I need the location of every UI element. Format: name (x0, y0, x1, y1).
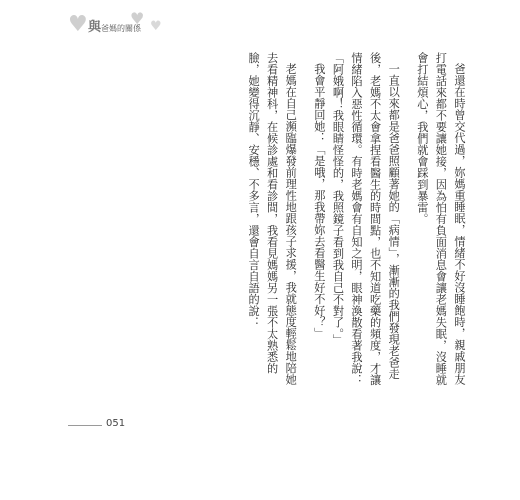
footer-rule (68, 425, 102, 426)
running-title (88, 16, 141, 35)
quote-paragraph: 「阿娥啊！我眼睛怪怪的，我照鏡子看到我自己不對了。」 (331, 52, 345, 346)
heart-icon: ♥ (68, 12, 88, 37)
paragraph: 爸還在時曾交代過，妳媽重睡眠，情緒不好沒睡飽時，親戚朋友打電話來都不要讓她接，因為怕有負面消息會讓老媽失眠，沒睡就會打結煩心，我們就會踩到暴雷。 (415, 52, 466, 386)
running-title-text: 爸媽的關係 (101, 24, 142, 33)
heart-icon: ♥ (130, 9, 145, 28)
page-number: 051 (106, 418, 126, 429)
vertical-body-text (68, 52, 468, 392)
paragraph: 一直以來都是爸爸照顧著她的「病情」，漸漸的我們發現老爸走後，老媽不太會拿捏看醫生的時間點，也不知道吃藥的頻度，才讓情緒陷入惡性循環。有時老媽會有自知之明，眼神渙散看著我說： (350, 52, 401, 386)
running-header (68, 6, 208, 46)
heart-icon: ♥ (150, 19, 162, 34)
paragraph: 我會平靜回她：「是哦，那我帶妳去看醫生好不好？」 (312, 63, 326, 340)
paragraph: 老媽在自己瀕臨爆發前理性地跟孩子求援，我就態度輕鬆地陪她去看精神科，在候診處和看診間，我看見媽媽另一張不太熟悉的臉，她變得沉靜、安穩、不多言，還會自言自語的說： (247, 52, 298, 386)
running-title-prefix: 與 (88, 20, 102, 35)
